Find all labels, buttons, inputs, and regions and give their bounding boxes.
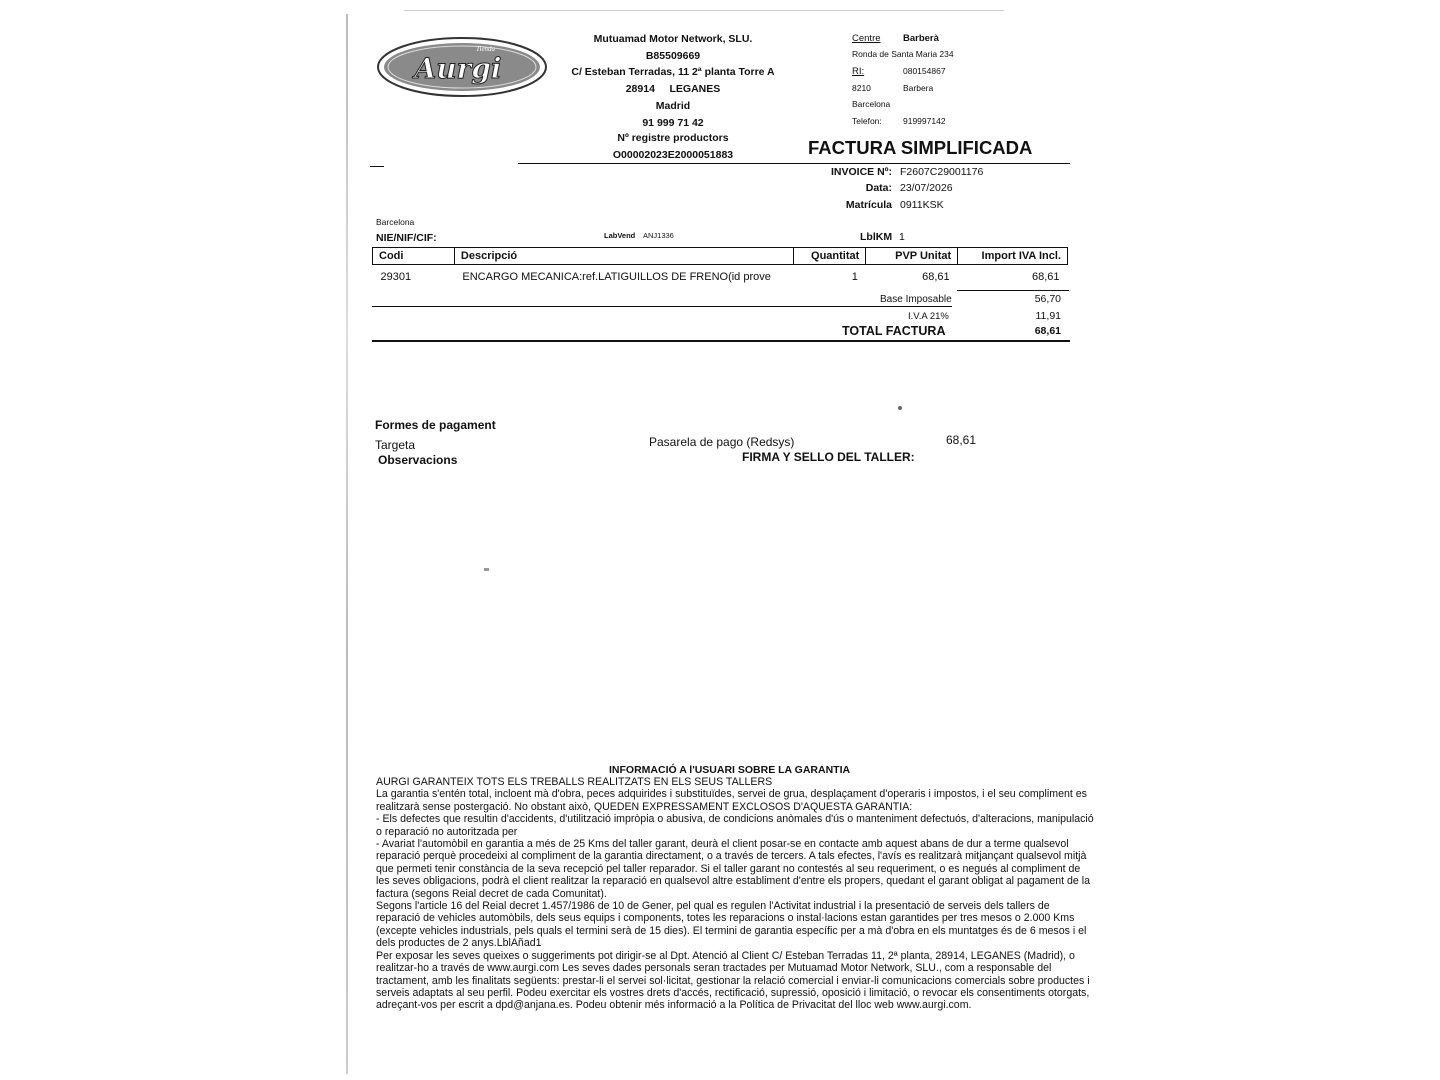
header-divider <box>518 163 1070 164</box>
col-header-unit: PVP Unitat <box>866 248 958 265</box>
logo-brand-text: Aurgi <box>414 52 502 85</box>
company-cif: B85509669 <box>645 50 701 62</box>
scan-speck <box>898 406 902 410</box>
total-value: 68,61 <box>1034 325 1061 337</box>
vend-label: LabVend <box>604 231 636 240</box>
guarantee-text <box>376 776 1096 1012</box>
logo-small-text: Tienda <box>476 45 496 53</box>
company-postal-city <box>558 83 788 95</box>
producer-number: O00002023E2000051883 <box>612 149 734 161</box>
plate-label: Matrícula <box>845 199 892 211</box>
scan-speck <box>484 568 489 571</box>
item-desc: ENCARGO MECANICA:ref.LATIGUILLOS DE FRENO(id prove <box>462 271 771 283</box>
items-table <box>372 247 1068 289</box>
customer-city: Barcelona <box>376 217 415 227</box>
invoice-number-label: INVOICE Nº: <box>830 166 892 178</box>
guarantee-line: - Avariat l'automòbil en garantia a més de 25 Kms del taller garant, deurà el client posar-se en contacte amb aquest abans de dur a terme qualsevol reparació perquè procedeixi al compliment de la garantia directament, o a través de tercers. A tals efectes, l'avís es realitzarà mitjançant qualsevol mitjà que permeti tenir constància de la seva recepció pel taller reparador. Si el taller garant no contestés al seu requeriment, o es negués al compliment de les seves obligacions, podrà el client realitzar la reparació en qualsevol altre establiment d'entre els propers, quedant el garant obligat al pagament de la factura (segons Reial decret de cada Comunitat). <box>376 838 1090 900</box>
totals-divider-left <box>372 306 952 307</box>
payment-gateway: Pasarela de pago (Redsys) <box>649 435 795 449</box>
centre-city: Barbera <box>903 83 934 93</box>
invoice-date: 23/07/2026 <box>900 182 953 194</box>
guarantee-line: La garantia s'entén total, incloent mà d'obra, peces adquirides i substituïdes, servei de grua, desplaçament d'operaris i impostos, i el seu compliment es realitzarà sense postergació. No obstant això, QUEDEN EXPRESSAMENT EXCLOSOS D'AQUESTA GARANTIA: <box>376 788 1087 813</box>
col-header-code: Codi <box>373 248 455 265</box>
iva-value: 11,91 <box>1035 310 1061 322</box>
scan-edge-left <box>346 14 348 1074</box>
payment-title: Formes de pagament <box>375 418 496 432</box>
total-label: TOTAL FACTURA <box>842 324 946 338</box>
scan-edge-top <box>404 10 1004 11</box>
header-divider-short <box>370 166 384 167</box>
totals-divider-right <box>957 290 1069 291</box>
vend-value: ANJ1336 <box>643 231 674 240</box>
table-header-row <box>373 248 1068 265</box>
signature-label: FIRMA Y SELLO DEL TALLER: <box>742 450 915 464</box>
centre-name: Barberà <box>903 33 939 44</box>
centre-address: Ronda de Santa Maria 234 <box>852 49 954 59</box>
centre-phone-label: Telefon: <box>852 116 882 126</box>
base-label: Base Imposable <box>880 294 952 305</box>
km-label: LblKM <box>860 231 893 243</box>
payment-method: Targeta <box>375 438 416 452</box>
item-qty: 1 <box>851 271 858 283</box>
centre-label: Centre <box>852 33 881 44</box>
guarantee-title: INFORMACIÓ A l'USUARI SOBRE LA GARANTIA <box>609 764 851 776</box>
base-value: 56,70 <box>1034 293 1061 305</box>
totals-bottom-line <box>372 340 1070 342</box>
centre-ri-label: RI: <box>852 66 865 77</box>
centre-postal: 8210 <box>852 83 871 93</box>
observations-label: Observacions <box>378 453 458 467</box>
invoice-title: FACTURA SIMPLIFICADA <box>808 137 1033 158</box>
aurgi-logo <box>376 36 548 98</box>
plate-value: 0911KSK <box>900 199 944 211</box>
item-unit: 68,61 <box>922 271 950 283</box>
payment-amount: 68,61 <box>946 433 977 447</box>
invoice-date-label: Data: <box>865 182 892 194</box>
col-header-total: Import IVA Incl. <box>958 248 1068 265</box>
nif-label: NIE/NIF/CIF: <box>376 232 437 244</box>
invoice-number: F2607C29001176 <box>900 166 984 178</box>
col-header-desc: Descripció <box>454 248 793 265</box>
guarantee-line: - Els defectes que resultin d'accidents, d'utilització impròpia o abusiva, de condicions anòmales d'ús o manteniment defectuós, d'alteracions, manipulació o reparació no autoritzada per <box>376 813 1094 838</box>
company-address: C/ Esteban Terradas, 11 2ª planta Torre A <box>571 66 775 78</box>
company-postal: 28914 <box>625 83 655 95</box>
guarantee-line: AURGI GARANTEIX TOTS ELS TREBALLS REALITZATS EN ELS SEUS TALLERS <box>376 776 773 788</box>
company-phone: 91 999 71 42 <box>642 117 704 129</box>
company-name: Mutuamad Motor Network, SLU. <box>593 33 753 45</box>
company-city: LEGANES <box>669 83 721 95</box>
guarantee-line: Per exposar les seves queixes o suggeriments pot dirigir-se al Dpt. Atenció al Client C/ Esteban Terradas 11, 2ª planta, 28914, LEGANES (Madrid), o realitzar-ho a través de www.aurgi.com Les seves dades personals seran tractades per Mutuamad Motor Network, SLU., com a responsable del tractament, amb les finalitats següents: prestar-li el servei sol·licitat, gestionar la relació comercial i enviar-li comunicacions comercials sobre productes i serveis adaptats al seu perfil. Podeu exercitar els vostres drets d'accés, rectificació, supressió, oposició i limitació, o revocar els consentiments otorgats, adreçant-vos per escrit a dpd@anjana.es. Podeu obtenir més informació a la Política de Privacitat del lloc web www.aurgi.com. <box>376 949 1090 1012</box>
table-row <box>373 265 1068 290</box>
centre-ri-value: 080154867 <box>903 66 946 76</box>
item-code: 29301 <box>380 271 412 283</box>
item-total: 68,61 <box>1031 271 1060 283</box>
centre-province: Barcelona <box>852 99 891 109</box>
guarantee-line: Segons l'article 16 del Reial decret 1.457/1986 de 10 de Gener, pel qual es regulen l'Activitat industrial i la presentació de serveis dels tallers de reparació de vehicles automòbils, dels seus equips i components, totes les reparacions o instal·lacions estan garantides per tres mesos o 2.000 Kms (excepte vehicles industrials, pels quals el termini serà de 15 dies). El termini de garantia específic per a mà d'obra en els muntatges és de 6 mesos i el dels productes de 2 anys.LblAñad1 <box>376 900 1087 950</box>
iva-label: I.V.A 21% <box>908 311 949 322</box>
km-value: 1 <box>899 231 905 243</box>
col-header-qty: Quantitat <box>794 248 866 265</box>
centre-phone: 919997142 <box>903 116 946 126</box>
company-province: Madrid <box>655 100 691 112</box>
producer-label: Nº registre productors <box>617 132 729 144</box>
